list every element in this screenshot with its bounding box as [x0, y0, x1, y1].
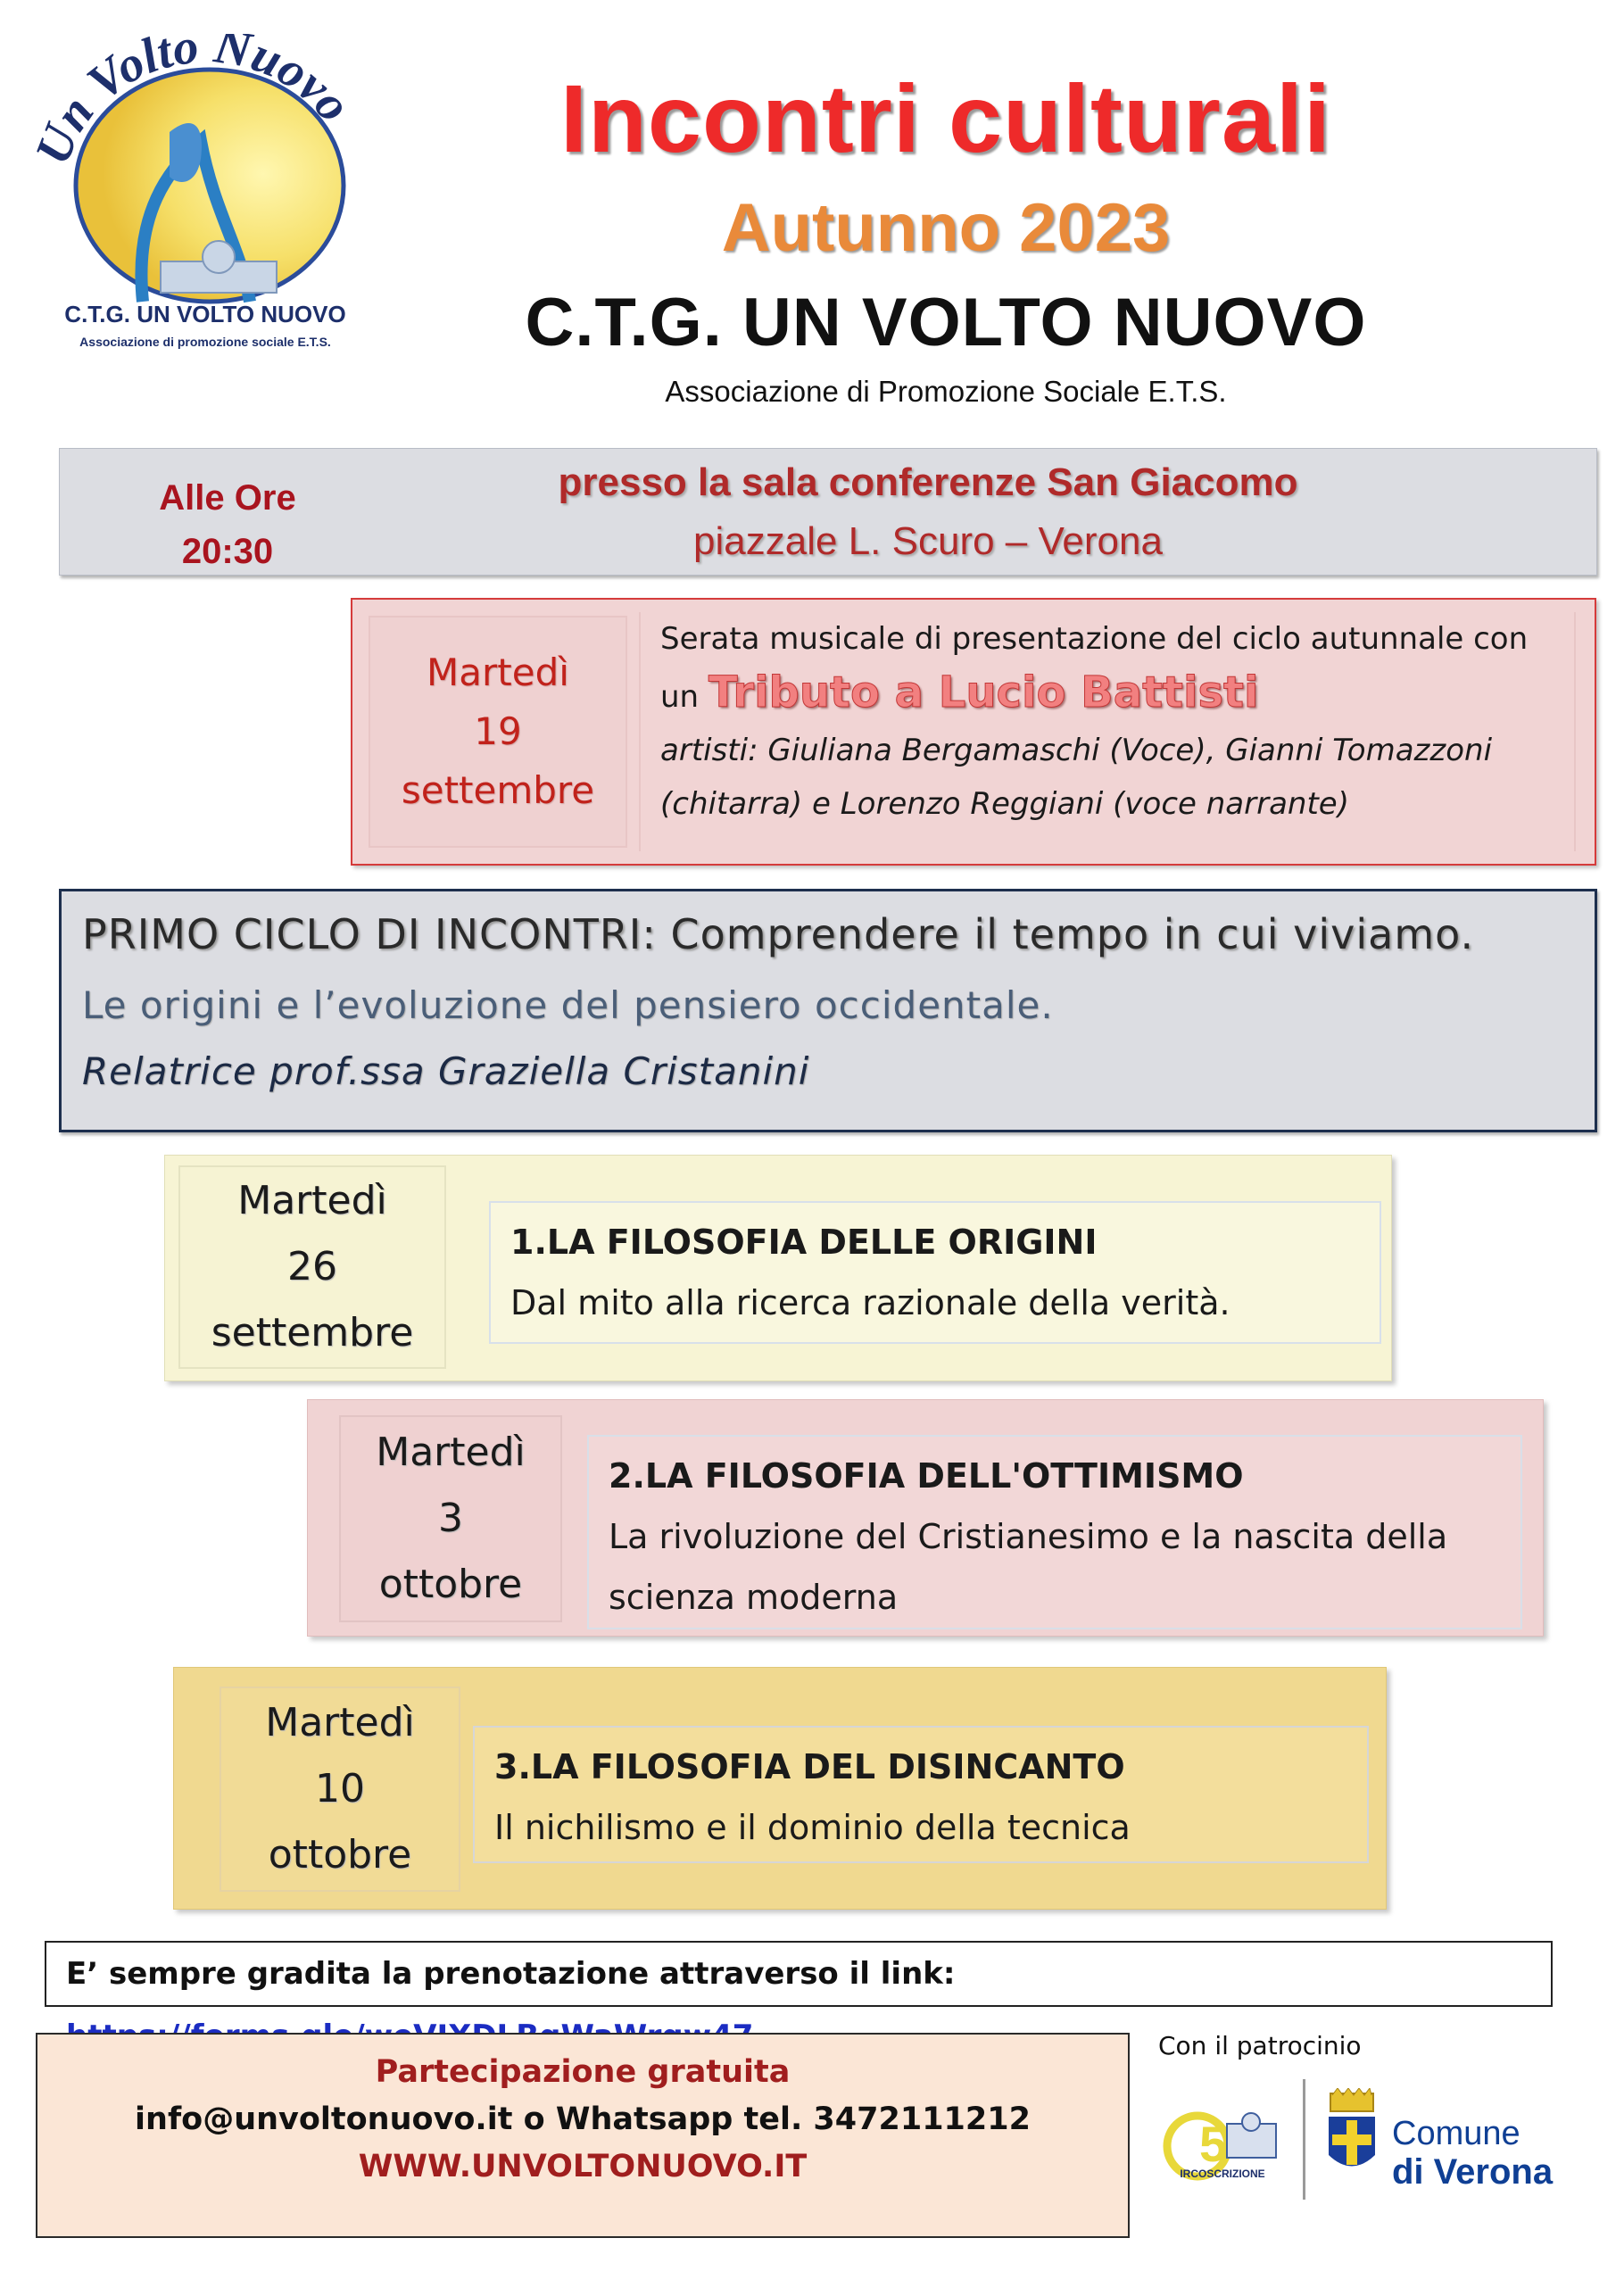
session-title: 3.LA FILOSOFIA DEL DISINCANTO [494, 1747, 1125, 1786]
opening-event-date [369, 616, 627, 848]
circ-text: IRCOSCRIZIONE [1180, 2168, 1265, 2180]
date-day: 19 [474, 709, 522, 753]
venue-name: presso la sala conferenze San Giacomo [558, 460, 1298, 504]
cycle-speaker: Relatrice prof.ssa Graziella Cristanini [82, 1049, 810, 1093]
opening-intro: Serata musicale di presentazione del ciclo autunnale con [660, 621, 1529, 657]
verona-line-1: Comune [1392, 2115, 1520, 2152]
booking-notice [45, 1941, 1553, 2007]
session-description-cont: scienza moderna [609, 1578, 899, 1617]
booking-text: E’ sempre gradita la prenotazione attraverso il link: [66, 1956, 956, 1992]
opening-highlight-line [660, 666, 1574, 724]
date-weekday: Martedì [427, 651, 569, 694]
session-month: ottobre [268, 1832, 412, 1877]
association-type: Associazione di Promozione Sociale E.T.S. [665, 375, 1227, 408]
opening-event-description [639, 612, 1576, 851]
free-participation: Partecipazione gratuita [375, 2054, 791, 2090]
page-title: Incontri culturali [559, 64, 1332, 172]
svg-text:5: 5 [1199, 2116, 1228, 2172]
session-content [473, 1726, 1369, 1863]
verona-line-2: di Verona [1392, 2152, 1554, 2192]
date-month: settembre [401, 768, 595, 812]
session-title: 1.LA FILOSOFIA DELLE ORIGINI [510, 1223, 1098, 1262]
logo-arc-text: n Volto Nuovo [43, 34, 362, 141]
contact-box [36, 2033, 1130, 2238]
session-month: ottobre [378, 1562, 523, 1607]
venue-address: piazzale L. Scuro – Verona [693, 519, 1163, 563]
session-month: settembre [211, 1310, 414, 1355]
logo-subcaption: Associazione di promozione sociale E.T.S. [79, 335, 331, 349]
patronage-divider [1303, 2079, 1305, 2200]
session-weekday: Martedì [237, 1178, 387, 1223]
session-date [220, 1687, 460, 1892]
session-date [178, 1165, 446, 1369]
tribute-title: Tributo a Lucio Battisti [708, 667, 1259, 717]
session-description: La rivoluzione del Cristianesimo e la nascita della [609, 1517, 1448, 1556]
session-weekday: Martedì [376, 1430, 526, 1475]
contact-info: info@unvoltonuovo.it o Whatsapp tel. 3472111212 [135, 2101, 1031, 2137]
opening-intro-prefix: un [660, 679, 700, 715]
session-day: 3 [438, 1496, 463, 1541]
artists-line-1: artisti: Giuliana Bergamaschi (Voce), Gianni Tomazzoni [660, 733, 1493, 768]
session-content [489, 1201, 1381, 1344]
session-weekday: Martedì [265, 1700, 415, 1745]
logo-caption: C.T.G. UN VOLTO NUOVO [64, 301, 346, 327]
session-description: Dal mito alla ricerca razionale della verità. [510, 1283, 1230, 1322]
session-date [339, 1415, 562, 1622]
organization-name: C.T.G. UN VOLTO NUOVO [525, 285, 1367, 361]
session-content [587, 1435, 1522, 1629]
verona-crest-icon [1325, 2088, 1379, 2182]
time-value: 20:30 [181, 532, 274, 571]
cycle-title: PRIMO CICLO DI INCONTRI: Comprendere il tempo in cui viviamo. [82, 910, 1475, 958]
website-link[interactable]: WWW.UNVOLTONUOVO.IT [358, 2149, 808, 2184]
session-day: 10 [315, 1766, 365, 1811]
session-title: 2.LA FILOSOFIA DELL'OTTIMISMO [609, 1456, 1244, 1496]
event-time [125, 471, 330, 578]
time-label: Alle Ore [159, 478, 296, 518]
artists-line-2: (chitarra) e Lorenzo Reggiani (voce narrante) [660, 786, 1349, 822]
cycle-subtitle: Le origini e l’evoluzione del pensiero occidentale. [82, 983, 1054, 1027]
season-subtitle: Autunno 2023 [721, 190, 1171, 266]
org-logo-icon [36, 34, 375, 360]
patronage-label: Con il patrocinio [1158, 2031, 1362, 2060]
circoscrizione-logo-icon [1160, 2097, 1285, 2195]
session-description: Il nichilismo e il dominio della tecnica [494, 1808, 1131, 1847]
session-day: 26 [287, 1244, 337, 1289]
